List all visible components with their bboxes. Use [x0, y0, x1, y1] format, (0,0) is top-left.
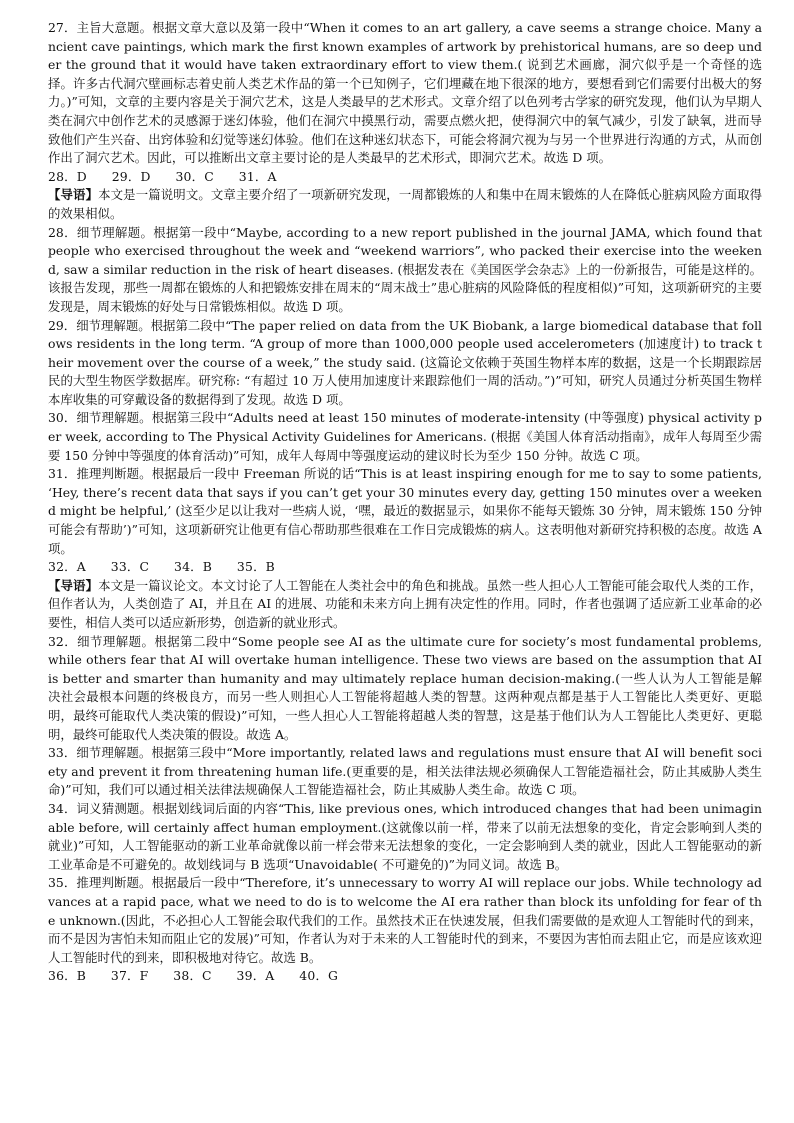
explanation-q34: 34．词义猜测题。根据划线词后面的内容“This, like previous ones, which introduced changes that had been unimaginable before, will certainly affect human employment.(这就像以前一样，带来了以前无法想象的变化，肯定会影响到人类的就业)”可知，人工智能驱动的新工业革命就像以前一样会带来无法想象的变化，一定会影响到人类的就业，因此人工智能驱动的新工业革命是不可避免的。故划线词与 B 选项“Unavoidable( 不可避免的)”为同义词。故选 B。 [48, 800, 762, 872]
explanation-q30: 30．细节理解题。根据第三段中“Adults need at least 150 minutes of moderate-intensity (中等强度) physical activity per week, according to The Physical Activity Guidelines for Americans. (根据《美国人体育活动指南》，成年人每周至少需要 150 分钟中等强度的体育活动)”可知，成年人每周中等强度运动的建议时长为至少 150 分钟。故选 C 项。 [48, 410, 762, 463]
guide-tag: 【导语】 [48, 577, 99, 593]
answers-28-31: 28．D 29．D 30．C 31．A [48, 168, 277, 184]
guide-text: 本文是一篇说明文。文章主要介绍了一项新研究发现，一周都锻炼的人和集中在周末锻炼的人在降低心脏病风险方面取得的效果相似。 [48, 187, 763, 221]
explanation-q35: 35．推理判断题。根据最后一段中“Therefore, it’s unnecessary to worry AI will replace our jobs. While technology advances at a rapid pace, what we need to do is to welcome the AI era rather than block its unfolding for fear of the unknown.(因此，不必担心人工智能会取代我们的工作。虽然技术正在快速发展，但我们需要做的是欢迎人工智能时代的到来，而不是因为害怕未知而阻止它的发展)”可知，作者认为对于未来的人工智能时代的到来，不要因为害怕而去阻止它，而是应该欢迎人工智能时代的到来，即积极地对待它。故选 B。 [48, 875, 762, 965]
guide-passage-d [48, 577, 762, 633]
explanation-q33: 33．细节理解题。根据第三段中“More importantly, related laws and regulations must ensure that AI will benefit society and prevent it from threatening human life.(更重要的是，相关法律法规必须确保人工智能造福社会，防止其威胁人类生命)”可知，我们可以通过相关法律法规确保人工智能造福社会，防止其威胁人类生命。故选 C 项。 [48, 745, 762, 798]
guide-tag: 【导语】 [48, 187, 99, 203]
explanation-q27: 27．主旨大意题。根据文章大意以及第一段中“When it comes to an art gallery, a cave seems a strange choice. Many ancient cave paintings, which mark the first known examples of artwork by prehistorical humans, are so deep under the ground that it would have taken extraordinary effort to view them.( 说到艺术画廊，洞穴似乎是一个奇怪的选择。许多古代洞穴壁画标志着史前人类艺术作品的第一个已知例子，它们埋藏在地下很深的地方，要想看到它们需要付出极大的努力。)”可知，文章的主要内容是关于洞穴艺术，这是人类最早的艺术形式。文章介绍了以色列考古学家的研究发现，他们认为早期人类在洞穴中创作艺术的灵感源于迷幻体验，他们在洞穴中摸黑行动，需要点燃火把，使得洞穴中的氧气减少，引发了缺氧，进而导致他们产生兴奋、出窍体验和幻觉等迷幻体验。他们在这种迷幻状态下，可能会将洞穴视为与另一个世界进行沟通的方式，从而创作出了洞穴艺术。因此，可以推断出文章主要讨论的是人类最早的艺术形式，即洞穴艺术。故选 D 项。 [48, 20, 762, 166]
guide-passage-c [48, 186, 762, 223]
explanation-q31: 31．推理判断题。根据最后一段中 Freeman 所说的话“This is at least inspiring enough for me to say to some patients, ‘Hey, there’s recent data that says if you can’t get your 30 minutes every day, getting 150 minutes over a weekend might be helpful,’ (这至少足以让我对一些病人说，‘嘿，最近的数据显示，如果你不能每天锻炼 30 分钟，周末锻炼 150 分钟可能会有帮助’)”可知，这项新研究让他更有信心帮助那些很难在工作日完成锻炼的病人。这表明他对新研究持积极的态度。故选 A 项。 [48, 466, 762, 556]
guide-text: 本文是一篇议论文。本文讨论了人工智能在人类社会中的角色和挑战。虽然一些人担心人工智能可能会取代人类的工作，但作者认为，人类创造了 AI，并且在 AI 的进展、功能和未来方向上拥有决定性的作用。同时，作者也强调了适应新工业革命的必要性，相信人类可以适应新形势，创造新的就业形式。 [48, 577, 763, 630]
explanation-q32: 32．细节理解题。根据第二段中“Some people see AI as the ultimate cure for society’s most fundamental problems, while others fear that AI will overtake human intelligence. These two views are based on the assumption that AI is better and smarter than humanity and may ultimately replace human decision-making.(一些人认为人工智能是解决社会最根本问题的终极良方，而另一些人则担心人工智能将超越人类的智慧。这两种观点都是基于人工智能比人类更好、更聪明，最终可能取代人类决策的假设)”可知，一些人担心人工智能将超越人类的智慧，这是基于他们认为人工智能比人类更好、更聪明，最终可能取代人类决策的假设。故选 A。 [48, 633, 762, 742]
answers-32-35: 32．A 33．C 34．B 35．B [48, 559, 275, 575]
answers-36-40: 36．B 37．F 38．C 39．A 40．G [48, 968, 339, 984]
explanation-q29: 29．细节理解题。根据第二段中“The paper relied on data from the UK Biobank, a large biomedical database that follows residents in the long term. “A group of more than 1000,000 people used accelerometers (加速度计) to track their movement over the course of a week,” the study said. (这篇论文依赖于英国生物样本库的数据，这是一个长期跟踪居民的大型生物医学数据库。研究称: “有超过 10 万人使用加速度计来跟踪他们一周的活动。”)”可知，研究人员通过分析英国生物样本库收集的可穿戴设备的数据得到了发现。故选 D 项。 [48, 317, 762, 407]
explanation-q28: 28．细节理解题。根据第一段中“Maybe, according to a new report published in the journal JAMA, which found that people who exercised throughout the week and “weekend warriors”, who packed their exercise into the weekend, saw a similar reduction in the risk of heart diseases. (根据发表在《美国医学会杂志》上的一份新报告，可能是这样的。该报告发现，那些一周都在锻炼的人和把锻炼安排在周末的“周末战士”患心脏病的风险降低的程度相似)”可知，这项新研究的主要发现是，周末锻炼的好处与日常锻炼相似。故选 D 项。 [48, 224, 762, 314]
